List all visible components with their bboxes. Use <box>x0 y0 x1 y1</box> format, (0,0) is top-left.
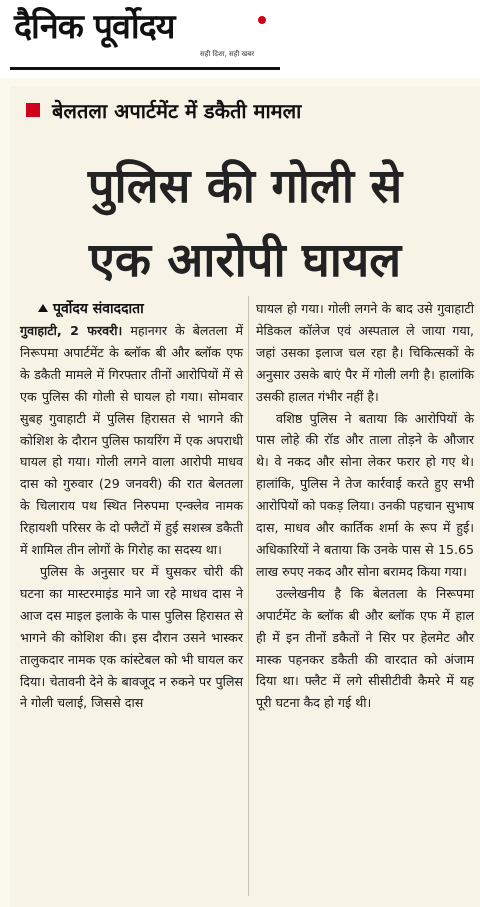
kicker-text: बेलतला अपार्टमेंट में डकैती मामला <box>52 98 302 123</box>
byline-text: पूर्वोदय संवाददाता <box>53 301 144 317</box>
article-paragraph: उल्लेखनीय है कि बेलतला के निरूपमा अपार्टमेंट के ब्लॉक बी और ब्लॉक एफ में हाल ही में इन तीनों डकैतों ने सिर पर हेलमेट और मास्क पहनकर डकैती की वारदात को अंजाम दिया था। फ्लैट में लगे सीसीटीवी कैमरे में यह पूरी घटना कैद हो गई थी। <box>256 585 474 711</box>
article-headline <box>12 150 478 298</box>
headline-line-1: पुलिस की गोली से <box>87 159 403 214</box>
masthead <box>0 0 480 78</box>
logo-dot-icon <box>258 16 266 24</box>
article-kicker <box>26 96 301 124</box>
column-divider <box>248 296 249 896</box>
article-paragraph <box>20 320 243 561</box>
byline <box>38 299 144 318</box>
article-paragraph: वशिष्ठ पुलिस ने बताया कि आरोपियों के पास लोहे की रॉड और ताला तोड़ने के औजार थे। वे नकद और सोना लेकर फरार हो गए थे। हालांकि, पुलिस ने तेज कार्रवाई करते हुए सभी आरोपियों को पकड़ लिया। उनकी पहचान सुभाष दास, माधव और कार्तिक शर्मा के रूप में हुई। अधिकारियों ने बताया कि उनके पास से 15.65 लाख रुपए नकद और सोना बरामद किया गया। <box>256 410 474 579</box>
paragraph-text: महानगर के बेलतला में निरूपमा अपार्टमेंट के ब्लॉक बी और ब्लॉक एफ के डकैती मामले में गिरफ्तार तीनों आरोपियों में से एक पुलिस की गोली से घायल हो गया। सोमवार सुबह गुवाहाटी में पुलिस हिरासत से भागने की कोशिश के दौरान पुलिस फायरिंग में एक अपराधी घायल हो गया। गोली लगने वाला आरोपी माधव दास को गुरुवार (29 जनवरी) की रात बेलतला के चिलाराय पथ स्थित निरुपमा एन्क्लेव नामक रिहायशी परिसर के दो फ्लैटों में हुई सशस्त्र डकैती में शामिल तीन लोगों के गिरोह का सदस्य था। <box>20 323 243 558</box>
article-paragraph: घायल हो गया। गोली लगने के बाद उसे गुवाहाटी मेडिकल कॉलेज एवं अस्पताल ले जाया गया, जहां उसका इलाज चल रहा है। चिकित्सकों के अनुसार उसके बाएं पैर में गोली लगी है। हालांकि उसकी हालत गंभीर नहीं है। <box>256 301 474 404</box>
newspaper-tagline: सही दिशा, सही खबर <box>200 50 255 58</box>
article-paragraph: पुलिस के अनुसार घर में घुसकर चोरी की घटना का मास्टरमाइंड माने जा रहे माधव दास ने आज दस माइल इलाके के पास पुलिस हिरासत से भागने की कोशिश की। इस दौरान उसने भास्कर तालुकदार नामक एक कांस्टेबल को भी घायल कर दिया। चेतावनी देने के बावजूद न रुकने पर पुलिस ने गोली चलाई, जिससे दास <box>20 563 243 711</box>
article-column-right <box>256 298 474 714</box>
article-column-left <box>20 320 243 714</box>
headline-line-2: एक आरोपी घायल <box>88 233 402 288</box>
byline-triangle-icon <box>38 304 48 312</box>
newspaper-logo: दैनिक पूर्वोदय <box>14 7 175 47</box>
dateline: गुवाहाटी, 2 फरवरी। <box>20 323 123 338</box>
masthead-rule <box>10 67 280 70</box>
red-square-icon <box>26 103 40 117</box>
